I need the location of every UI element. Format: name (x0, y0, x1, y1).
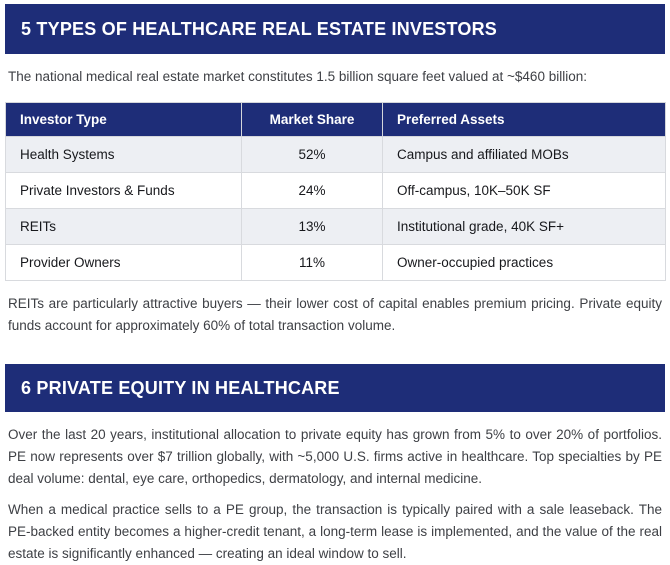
investor-table (5, 102, 666, 281)
section-5-header (5, 4, 665, 54)
table-header-row (6, 103, 666, 137)
cell-market-share: 13% (242, 209, 383, 245)
column-header-investor-type: Investor Type (6, 103, 242, 137)
cell-preferred-assets: Owner-occupied practices (383, 245, 666, 281)
cell-preferred-assets: Off-campus, 10K–50K SF (383, 173, 666, 209)
cell-investor-type: Private Investors & Funds (6, 173, 242, 209)
table-row (6, 173, 666, 209)
table-row (6, 245, 666, 281)
section-5-note: REITs are particularly attractive buyers — their lower cost of capital enables premium pricing. Private equity funds account for approximately 60% of total transaction volume. (8, 296, 662, 333)
table-row (6, 209, 666, 245)
section-6-paragraph-2: When a medical practice sells to a PE group, the transaction is typically paired with a sale leaseback. The PE-backed entity becomes a higher-credit tenant, a long-term lease is implemented, and the value of the real estate is significantly enhanced — creating an ideal window to sell. (8, 502, 662, 561)
column-header-preferred-assets: Preferred Assets (383, 103, 666, 137)
cell-preferred-assets: Institutional grade, 40K SF+ (383, 209, 666, 245)
column-header-market-share: Market Share (242, 103, 383, 137)
section-6-header (5, 364, 665, 412)
section-6-paragraph-1: Over the last 20 years, institutional allocation to private equity has grown from 5% to over 20% of portfolios. PE now represents over $7 trillion globally, with ~5,000 U.S. firms active in healthcare. Top specialties by PE deal volume: dental, eye care, orthopedics, dermatology, and internal medicine. (8, 427, 662, 486)
cell-investor-type: Provider Owners (6, 245, 242, 281)
table-row (6, 137, 666, 173)
cell-preferred-assets: Campus and affiliated MOBs (383, 137, 666, 173)
cell-investor-type: Health Systems (6, 137, 242, 173)
section-5-title: 5 TYPES OF HEALTHCARE REAL ESTATE INVESTORS (21, 18, 497, 39)
section-6-title: 6 PRIVATE EQUITY IN HEALTHCARE (21, 377, 340, 398)
section-5-intro: The national medical real estate market constitutes 1.5 billion square feet valued at ~$460 billion: (8, 69, 587, 84)
cell-market-share: 24% (242, 173, 383, 209)
cell-market-share: 11% (242, 245, 383, 281)
cell-market-share: 52% (242, 137, 383, 173)
cell-investor-type: REITs (6, 209, 242, 245)
